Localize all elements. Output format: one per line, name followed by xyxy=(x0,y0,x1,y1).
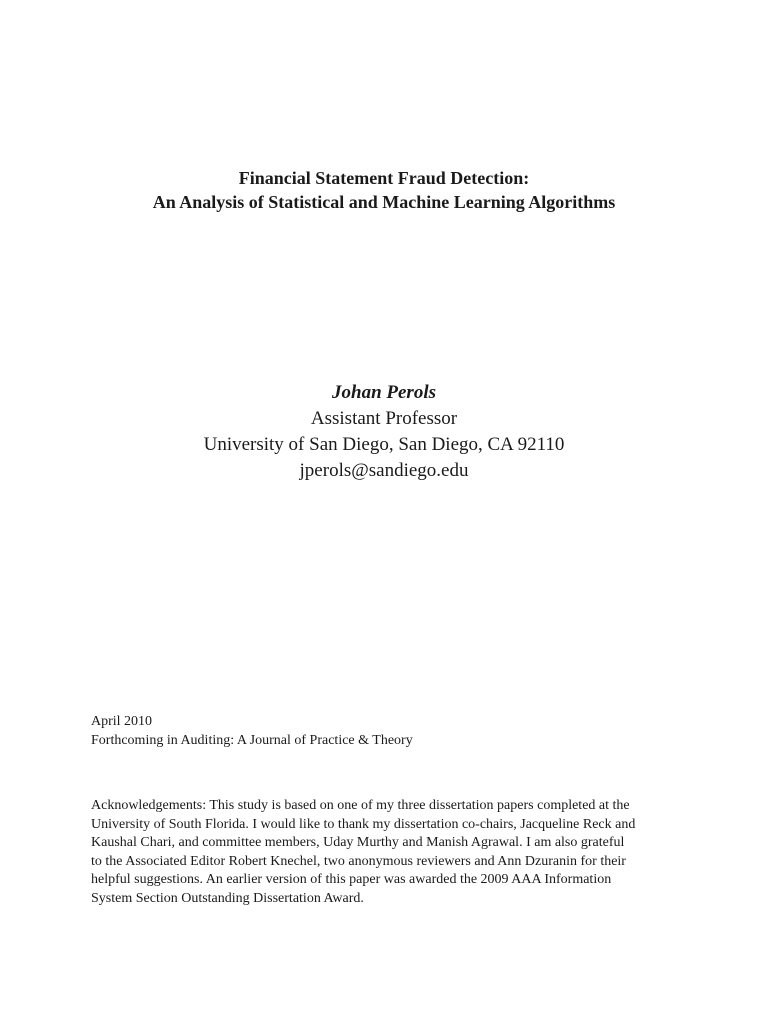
publication-meta xyxy=(91,712,691,750)
title-line-1: Financial Statement Fraud Detection: xyxy=(238,168,530,188)
acknowledgement-line: Kaushal Chari, and committee members, Uday Murthy and Manish Agrawal. I am also grateful xyxy=(91,835,625,850)
title-line-2: An Analysis of Statistical and Machine Learning Algorithms xyxy=(152,192,616,212)
publication-note: Forthcoming in Auditing: A Journal of Practice & Theory xyxy=(91,733,413,748)
acknowledgement-line: helpful suggestions. An earlier version of this paper was awarded the 2009 AAA Information xyxy=(91,872,612,887)
author-affiliation: University of San Diego, San Diego, CA 92110 xyxy=(203,434,565,455)
author-position: Assistant Professor xyxy=(310,408,458,429)
paper-title xyxy=(0,166,768,214)
acknowledgement-line: University of South Florida. I would like to thank my dissertation co-chairs, Jacqueline Reck and xyxy=(91,816,636,832)
paper-date: April 2010 xyxy=(91,714,153,729)
acknowledgement-line: to the Associated Editor Robert Knechel, two anonymous reviewers and Ann Dzuranin for their xyxy=(91,853,626,869)
acknowledgement-line: System Section Outstanding Dissertation Award. xyxy=(91,890,364,906)
acknowledgements xyxy=(91,797,691,908)
acknowledgement-line: Acknowledgements: This study is based on one of my three dissertation papers completed at the xyxy=(91,798,630,813)
author-info xyxy=(0,380,768,484)
author-email: jperols@sandiego.edu xyxy=(299,460,469,481)
author-name: Johan Perols xyxy=(332,382,436,403)
